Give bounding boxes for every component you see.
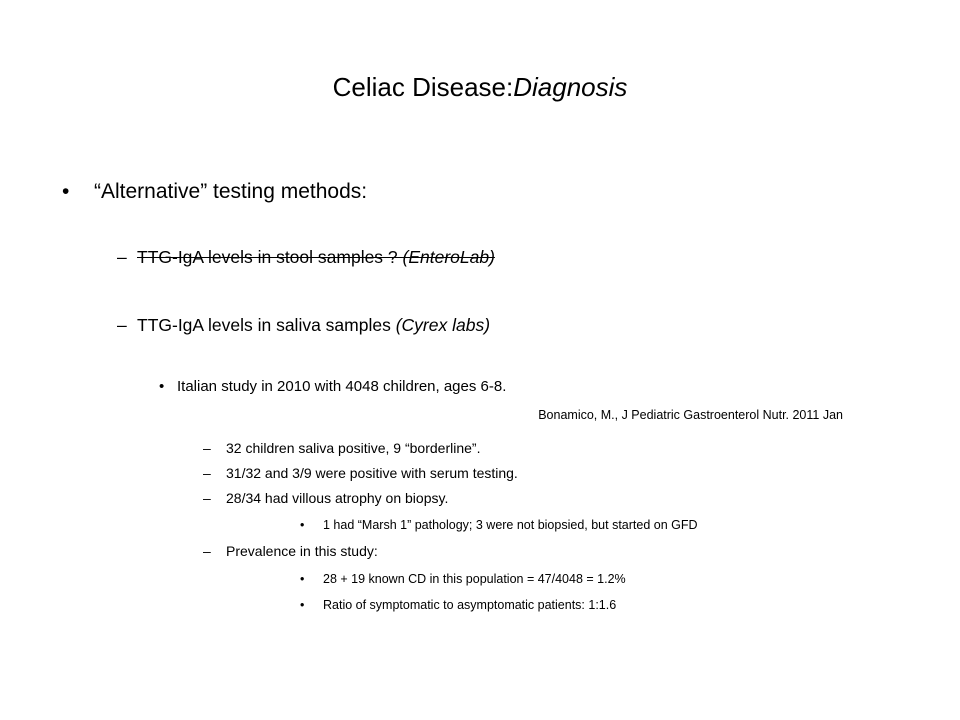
saliva-test-item (137, 315, 490, 336)
stool-test-item (137, 247, 495, 268)
bullet-icon: • (159, 378, 165, 395)
bullet-icon: • (62, 180, 70, 203)
dash-marker: – (117, 315, 127, 335)
stool-test-text: TTG-IgA levels in stool samples ? (137, 247, 403, 267)
title-italic: Diagnosis (513, 72, 628, 102)
title-main: Celiac Disease: (332, 72, 514, 102)
dash-marker: – (203, 465, 211, 481)
dash-marker: – (117, 247, 127, 267)
dash-marker: – (203, 543, 211, 559)
dash-marker: – (203, 440, 211, 456)
prevalence-heading: Prevalence in this study: (226, 543, 378, 559)
result-item: 32 children saliva positive, 9 “borderline”. (226, 440, 481, 456)
saliva-test-text: TTG-IgA levels in saliva samples (137, 315, 396, 335)
prevalence-item: 28 + 19 known CD in this population = 47/4048 = 1.2% (323, 572, 626, 586)
dash-marker: – (203, 490, 211, 506)
bullet-icon: • (300, 598, 305, 612)
biopsy-note: 1 had “Marsh 1” pathology; 3 were not biopsied, but started on GFD (323, 518, 698, 532)
citation: Bonamico, M., J Pediatric Gastroenterol Nutr. 2011 Jan (538, 408, 843, 422)
bullet-icon: • (300, 572, 305, 586)
slide-title (0, 72, 960, 103)
result-item: 31/32 and 3/9 were positive with serum testing. (226, 465, 518, 481)
saliva-test-lab: (Cyrex labs) (395, 315, 491, 335)
study-description: Italian study in 2010 with 4048 children, ages 6-8. (177, 378, 507, 395)
prevalence-item: Ratio of symptomatic to asymptomatic patients: 1:1.6 (323, 598, 617, 612)
bullet-icon: • (300, 518, 305, 532)
stool-test-lab: (EnteroLab) (402, 247, 495, 267)
alternative-methods-heading: “Alternative” testing methods: (94, 180, 368, 203)
result-item: 28/34 had villous atrophy on biopsy. (226, 490, 449, 506)
